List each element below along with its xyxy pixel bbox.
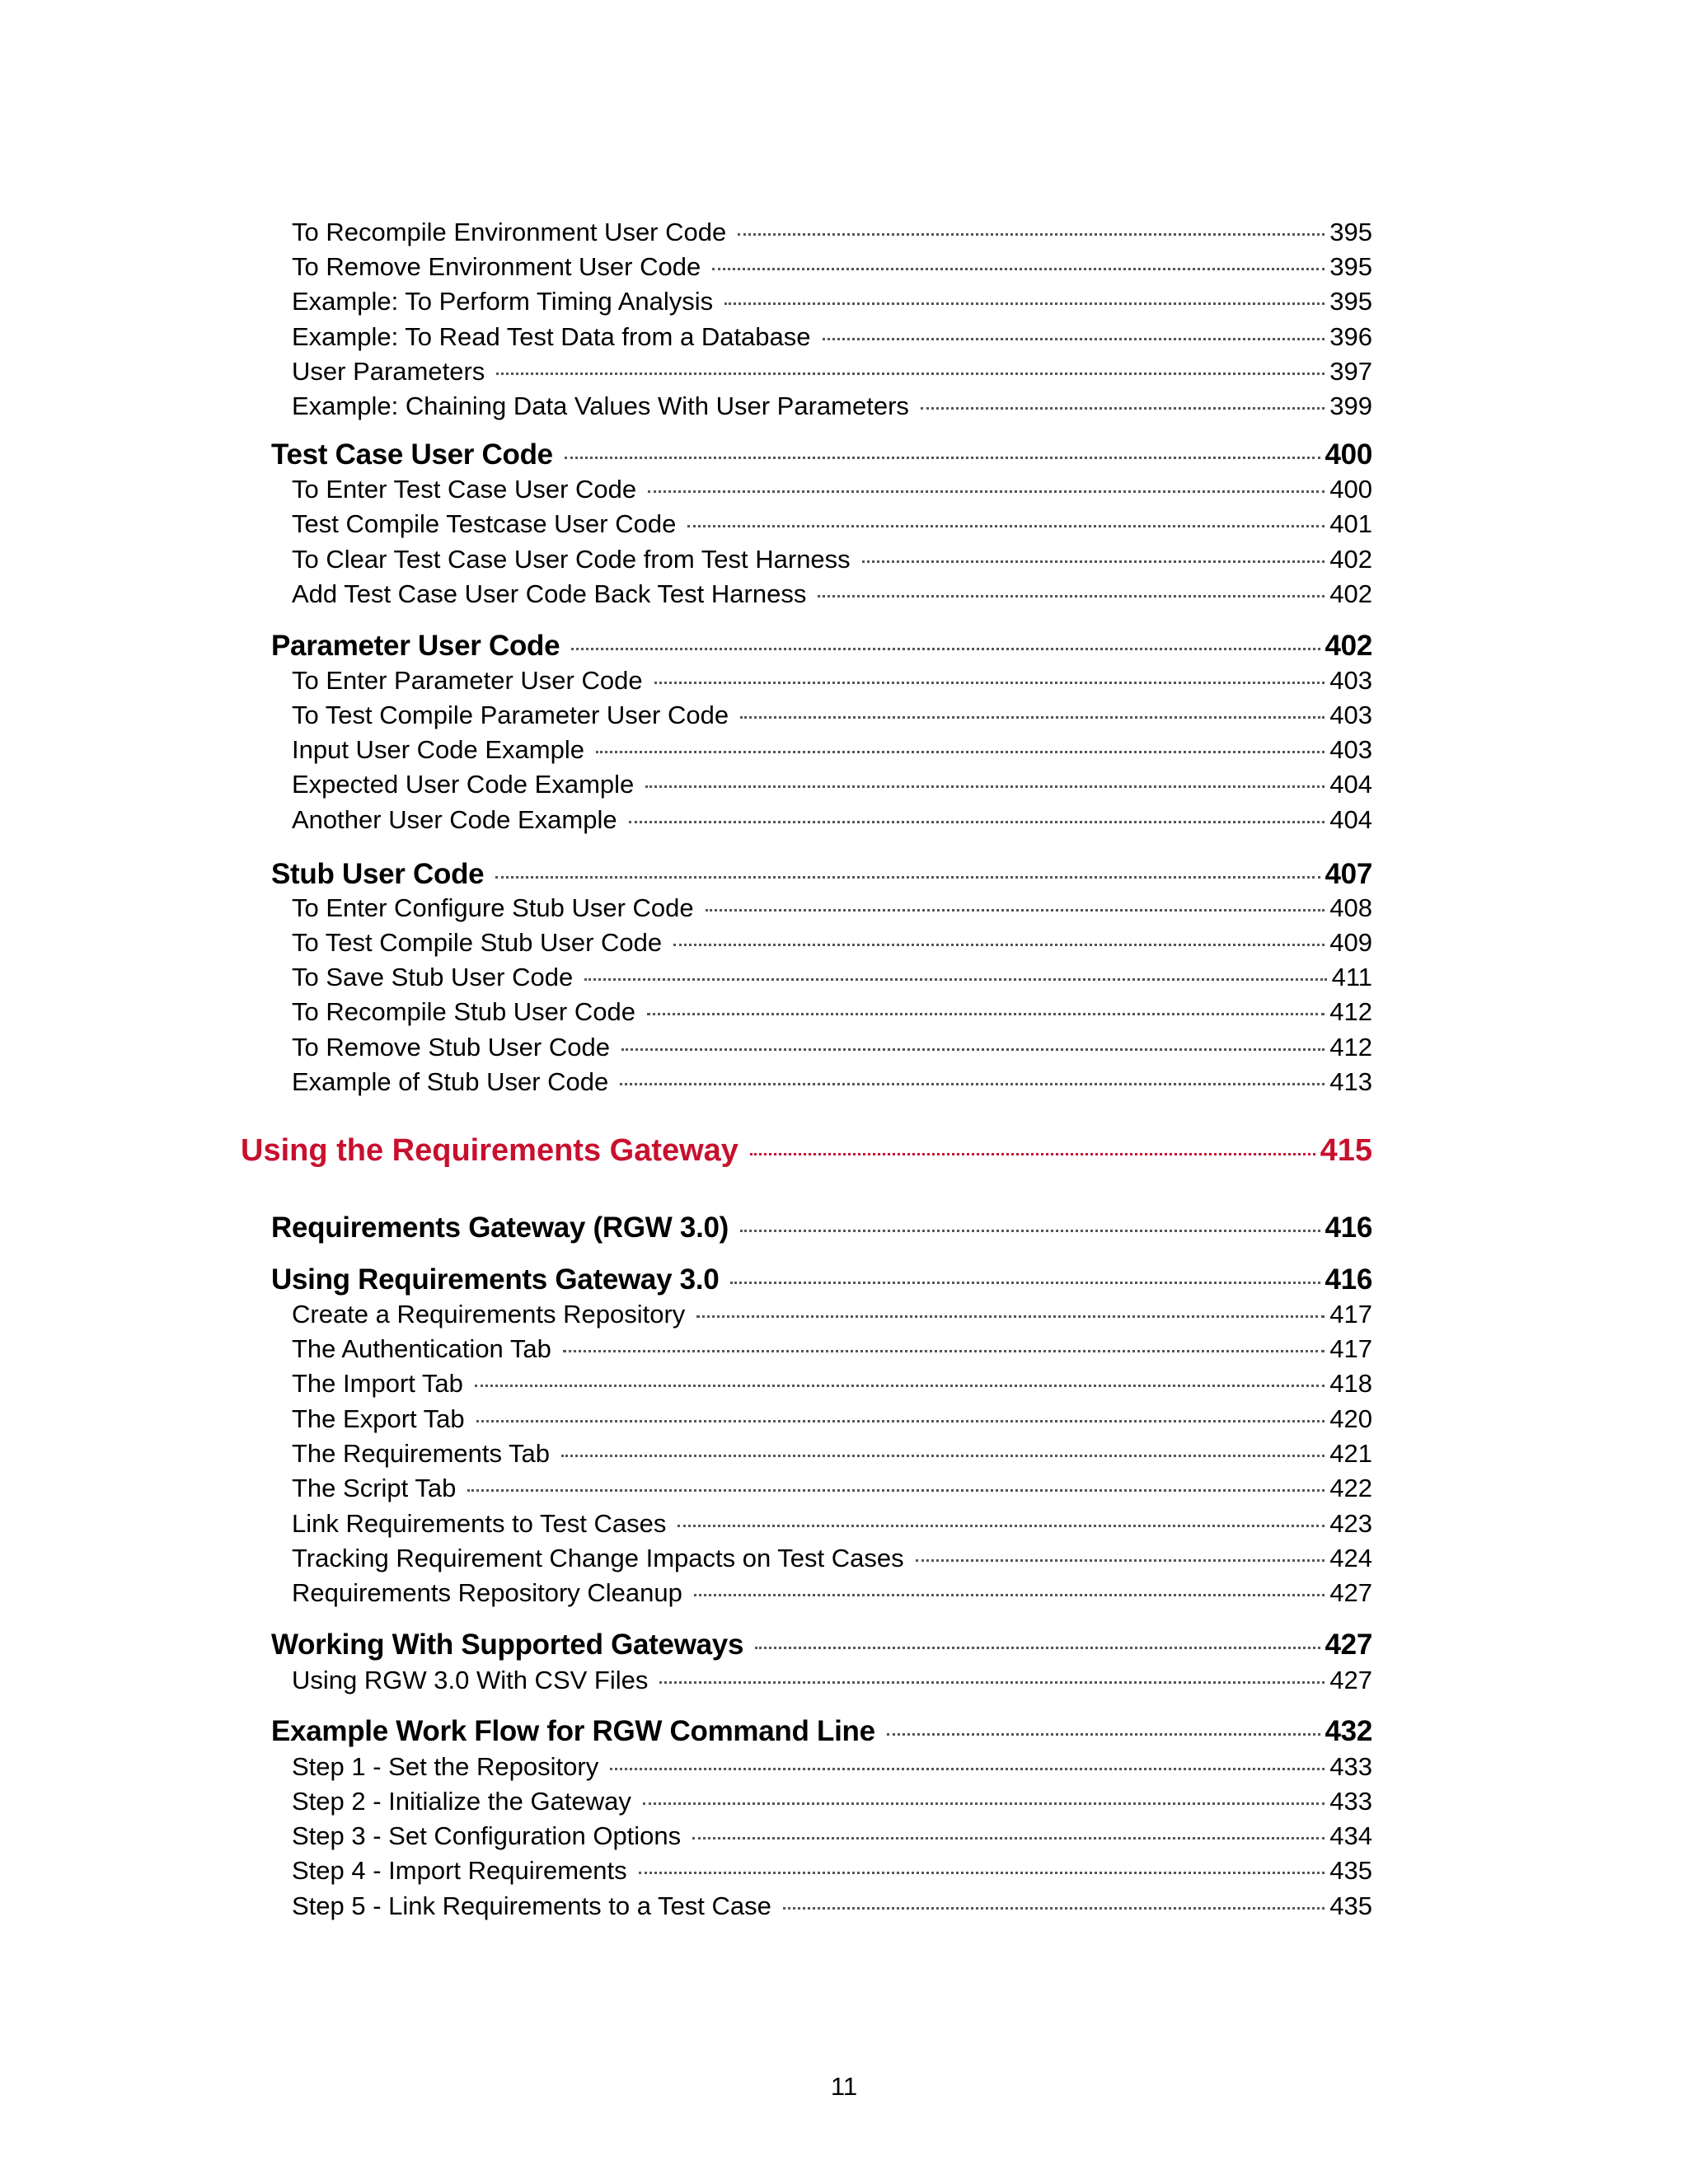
toc-entry[interactable] [292, 770, 1372, 804]
toc-dot-leader [687, 525, 1325, 527]
toc-entry[interactable] [292, 666, 1372, 701]
toc-entry[interactable] [292, 1666, 1372, 1700]
toc-entry[interactable] [292, 218, 1372, 252]
toc-entry[interactable] [292, 1891, 1372, 1926]
toc-entry[interactable] [292, 1067, 1372, 1102]
toc-entry-title: Link Requirements to Test Cases [292, 1509, 667, 1538]
toc-entry-page: 416 [1325, 1263, 1372, 1296]
toc-entry-title: To Recompile Environment User Code [292, 218, 727, 246]
toc-entry[interactable] [292, 545, 1372, 579]
toc-dot-leader [495, 876, 1320, 879]
toc-dot-leader [629, 821, 1325, 823]
toc-dot-leader [647, 1013, 1325, 1015]
toc-entry-title: Step 1 - Set the Repository [292, 1752, 599, 1781]
toc-entry-title: Example Work Flow for RGW Command Line [271, 1715, 875, 1747]
toc-entry-page: 403 [1329, 701, 1372, 729]
toc-dot-leader [561, 1455, 1325, 1457]
toc-entry-page: 404 [1329, 770, 1372, 799]
toc-entry-page: 417 [1329, 1300, 1372, 1329]
toc-entry-page: 411 [1331, 963, 1372, 991]
toc-entry-page: 418 [1329, 1369, 1372, 1398]
toc-dot-leader [571, 648, 1320, 650]
toc-entry-title: Step 2 - Initialize the Gateway [292, 1787, 631, 1816]
toc-entry[interactable] [292, 357, 1372, 391]
toc-entry-page: 403 [1329, 735, 1372, 764]
toc-entry-page: 402 [1329, 579, 1372, 608]
toc-entry[interactable] [292, 509, 1372, 544]
toc-dot-leader [648, 490, 1325, 493]
toc-entry[interactable] [292, 997, 1372, 1032]
toc-entry[interactable] [292, 1474, 1372, 1508]
toc-entry[interactable] [292, 1787, 1372, 1821]
toc-entry-title: The Import Tab [292, 1369, 463, 1398]
toc-dot-leader [678, 1525, 1325, 1527]
toc-entry-page: 420 [1329, 1404, 1372, 1433]
toc-dot-leader [712, 268, 1325, 270]
toc-dot-leader [467, 1489, 1325, 1492]
toc-dot-leader [696, 1315, 1325, 1318]
toc-entry-title: To Recompile Stub User Code [292, 997, 635, 1026]
toc-entry-title: Test Case User Code [271, 438, 553, 471]
toc-dot-leader [643, 1802, 1325, 1805]
toc-entry-page: 397 [1329, 357, 1372, 386]
toc-entry-page: 421 [1329, 1439, 1372, 1468]
toc-entry[interactable] [292, 928, 1372, 963]
toc-entry[interactable] [292, 805, 1372, 840]
toc-entry-page: 395 [1329, 287, 1372, 316]
toc-entry-title: Step 5 - Link Requirements to a Test Case [292, 1891, 771, 1920]
toc-dot-leader [694, 1594, 1325, 1596]
toc-entry[interactable] [292, 475, 1372, 509]
toc-dot-leader [563, 1350, 1325, 1352]
toc-entry-page: 403 [1329, 666, 1372, 695]
toc-entry-title: Expected User Code Example [292, 770, 635, 799]
toc-entry-title: To Remove Environment User Code [292, 252, 701, 281]
toc-section-entry[interactable] [271, 1212, 1372, 1249]
toc-entry[interactable] [292, 701, 1372, 735]
toc-dot-leader [738, 233, 1325, 236]
toc-entry-page: 395 [1329, 218, 1372, 246]
toc-dot-leader [673, 944, 1325, 946]
toc-entry-title: Create a Requirements Repository [292, 1300, 686, 1329]
toc-entry-page: 433 [1329, 1787, 1372, 1816]
toc-entry-title: Example of Stub User Code [292, 1067, 609, 1096]
toc-dot-leader [755, 1647, 1320, 1649]
toc-dot-leader [610, 1768, 1325, 1770]
toc-entry[interactable] [292, 322, 1372, 357]
toc-entry-page: 435 [1329, 1856, 1372, 1885]
toc-dot-leader [921, 407, 1325, 410]
toc-entry-page: 422 [1329, 1474, 1372, 1502]
toc-entry[interactable] [292, 1439, 1372, 1474]
toc-section-entry[interactable] [271, 1629, 1372, 1666]
toc-dot-leader [862, 560, 1325, 563]
toc-dot-leader [584, 978, 1326, 981]
page-number: 11 [830, 2072, 858, 2101]
toc-entry-page: 434 [1329, 1821, 1372, 1850]
toc-entry-page: 407 [1325, 858, 1372, 890]
toc-entry-title: Step 3 - Set Configuration Options [292, 1821, 682, 1850]
toc-dot-leader [740, 716, 1325, 719]
toc-entry[interactable] [292, 1300, 1372, 1334]
toc-dot-leader [706, 909, 1325, 912]
toc-entry-title: Add Test Case User Code Back Test Harness [292, 579, 807, 608]
toc-entry-page: 395 [1329, 252, 1372, 281]
toc-dot-leader [565, 457, 1320, 459]
toc-entry[interactable] [292, 1369, 1372, 1404]
toc-entry-title: To Test Compile Stub User Code [292, 928, 663, 957]
toc-entry-title: Parameter User Code [271, 630, 560, 662]
toc-dot-leader [596, 751, 1325, 753]
toc-dot-leader [621, 1048, 1325, 1051]
toc-entry[interactable] [292, 391, 1372, 426]
toc-entry[interactable] [292, 735, 1372, 770]
toc-entry-title: Stub User Code [271, 858, 485, 890]
toc-dot-leader [887, 1733, 1320, 1736]
toc-entry[interactable] [292, 1033, 1372, 1067]
toc-entry-title: To Enter Test Case User Code [292, 475, 637, 504]
toc-entry-title: To Enter Parameter User Code [292, 666, 643, 695]
toc-entry-title: Another User Code Example [292, 805, 617, 834]
toc-entry-title: To Remove Stub User Code [292, 1033, 610, 1062]
toc-dot-leader [475, 1385, 1325, 1387]
toc-entry-title: The Authentication Tab [292, 1334, 551, 1363]
toc-entry-title: User Parameters [292, 357, 485, 386]
toc-entry[interactable] [292, 893, 1372, 928]
toc-entry-page: 412 [1329, 1033, 1372, 1062]
toc-entry-page: 424 [1329, 1544, 1372, 1572]
toc-entry[interactable] [292, 1821, 1372, 1856]
toc-entry[interactable] [292, 1334, 1372, 1369]
toc-entry-page: 427 [1325, 1629, 1372, 1661]
toc-entry[interactable] [292, 1856, 1372, 1891]
toc-entry[interactable] [292, 252, 1372, 287]
toc-entry-page: 416 [1325, 1212, 1372, 1244]
toc-entry[interactable] [292, 1578, 1372, 1613]
toc-dot-leader [476, 1420, 1325, 1422]
toc-dot-leader [783, 1907, 1325, 1910]
toc-entry[interactable] [292, 963, 1372, 997]
toc-entry-page: 401 [1329, 509, 1372, 538]
toc-entry-page: 409 [1329, 928, 1372, 957]
toc-entry-title: Working With Supported Gateways [271, 1629, 744, 1661]
toc-entry-title: Test Compile Testcase User Code [292, 509, 677, 538]
toc-dot-leader [724, 302, 1325, 305]
toc-entry-page: 408 [1329, 893, 1372, 922]
toc-entry-title: Step 4 - Import Requirements [292, 1856, 627, 1885]
toc-dot-leader [496, 373, 1325, 375]
toc-entry[interactable] [292, 1752, 1372, 1787]
toc-entry[interactable] [292, 1509, 1372, 1544]
toc-dot-leader [818, 595, 1325, 598]
toc-dot-leader [916, 1559, 1325, 1562]
toc-entry-page: 417 [1329, 1334, 1372, 1363]
toc-section-entry[interactable] [271, 858, 1372, 896]
toc-entry-page: 400 [1329, 475, 1372, 504]
toc-entry[interactable] [292, 579, 1372, 614]
toc-entry-title: Using the Requirements Gateway [241, 1133, 738, 1168]
toc-entry[interactable] [292, 1404, 1372, 1439]
toc-dot-leader [639, 1872, 1325, 1874]
toc-entry-title: The Export Tab [292, 1404, 465, 1433]
toc-section-entry[interactable] [271, 630, 1372, 668]
toc-entry-page: 400 [1325, 438, 1372, 471]
toc-section-entry[interactable] [271, 1715, 1372, 1753]
toc-entry-page: 433 [1329, 1752, 1372, 1781]
toc-entry-page: 415 [1320, 1133, 1372, 1168]
toc-entry-title: To Save Stub User Code [292, 963, 574, 991]
toc-entry-page: 396 [1329, 322, 1372, 351]
toc-entry-page: 427 [1329, 1578, 1372, 1607]
toc-entry-title: Example: To Read Test Data from a Database [292, 322, 811, 351]
toc-entry-title: To Test Compile Parameter User Code [292, 701, 729, 729]
toc-entry-title: Input User Code Example [292, 735, 584, 764]
toc-entry-page: 423 [1329, 1509, 1372, 1538]
toc-entry-title: Requirements Repository Cleanup [292, 1578, 682, 1607]
toc-entry-page: 427 [1329, 1666, 1372, 1694]
toc-entry-title: Example: Chaining Data Values With User Parameters [292, 391, 909, 420]
toc-entry-page: 402 [1325, 630, 1372, 662]
toc-dot-leader [692, 1837, 1325, 1840]
toc-chapter-entry[interactable] [241, 1133, 1372, 1174]
toc-entry-title: Using Requirements Gateway 3.0 [271, 1263, 720, 1296]
toc-entry-title: Using RGW 3.0 With CSV Files [292, 1666, 649, 1694]
toc-dot-leader [645, 785, 1325, 788]
toc-entry-title: To Enter Configure Stub User Code [292, 893, 694, 922]
toc-entry-title: Tracking Requirement Change Impacts on Test Cases [292, 1544, 904, 1572]
toc-dot-leader [823, 338, 1325, 340]
toc-entry-title: Example: To Perform Timing Analysis [292, 287, 714, 316]
toc-entry-page: 435 [1329, 1891, 1372, 1920]
toc-entry[interactable] [292, 1544, 1372, 1578]
toc-entry[interactable] [292, 287, 1372, 321]
toc-entry-title: The Script Tab [292, 1474, 457, 1502]
toc-entry-title: To Clear Test Case User Code from Test Harness [292, 545, 851, 574]
toc-dot-leader [730, 1282, 1320, 1284]
toc-dot-leader [750, 1153, 1315, 1155]
toc-dot-leader [654, 682, 1325, 684]
toc-entry-title: Requirements Gateway (RGW 3.0) [271, 1212, 729, 1244]
toc-dot-leader [659, 1681, 1325, 1684]
toc-section-entry[interactable] [271, 438, 1372, 476]
toc-entry-page: 404 [1329, 805, 1372, 834]
toc-entry-page: 412 [1329, 997, 1372, 1026]
toc-entry-title: The Requirements Tab [292, 1439, 551, 1468]
toc-entry-page: 413 [1329, 1067, 1372, 1096]
toc-entry-page: 399 [1329, 391, 1372, 420]
toc-dot-leader [740, 1230, 1320, 1232]
toc-section-entry[interactable] [271, 1263, 1372, 1301]
toc-entry-page: 432 [1325, 1715, 1372, 1747]
toc-dot-leader [620, 1083, 1325, 1085]
toc-entry-page: 402 [1329, 545, 1372, 574]
